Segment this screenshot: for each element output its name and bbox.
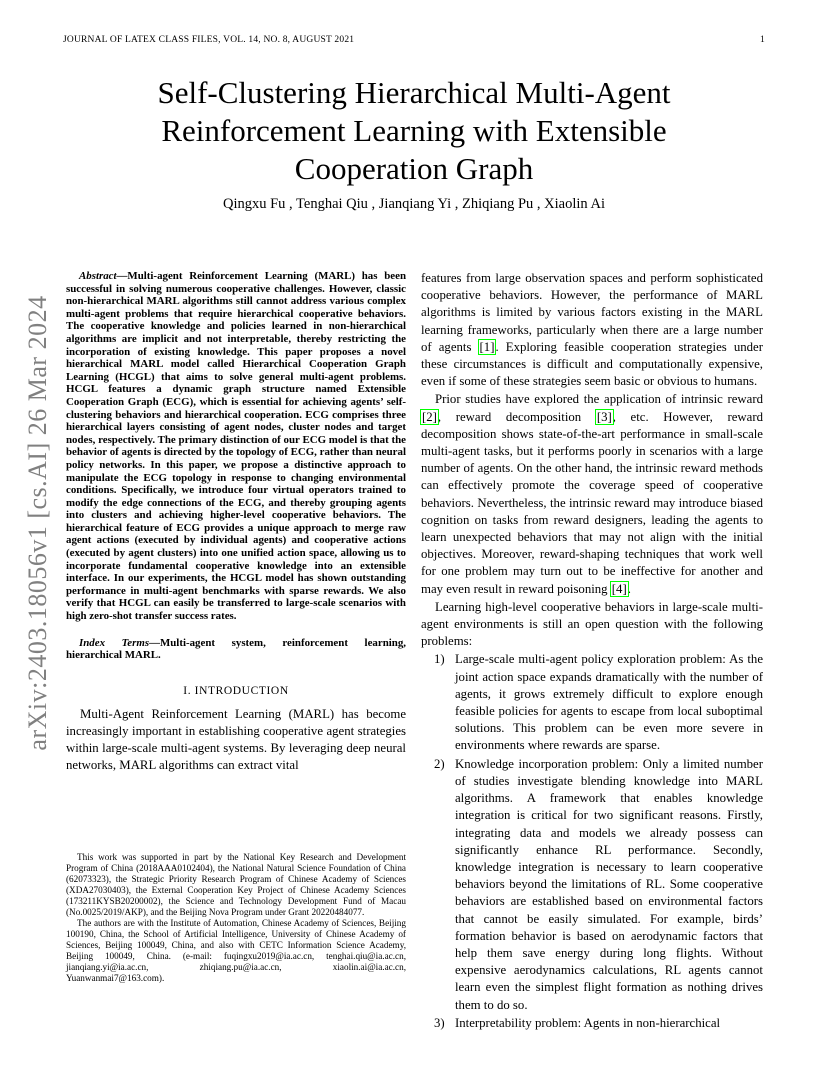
list-item [421,1015,763,1032]
journal-name: JOURNAL OF LATEX CLASS FILES, VOL. 14, NO. 8, AUGUST 2021 [63,35,355,45]
list-number: 2) [434,756,445,771]
intro-paragraph: Multi-Agent Reinforcement Learning (MARL) has become increasingly important in establishing cooperative agent strategies within large-scale multi-agent systems. By leveraging deep neural networks, MARL algorithms can extract vital [66,706,406,773]
paragraph-1-text-b: . Exploring feasible cooperation strategies under these circumstances is difficult and computationally expensive, even if some of these strategies seem basic or obvious to humans. [421,339,763,389]
citation-link-1[interactable]: [1] [479,339,495,354]
title-line-1: Self-Clustering Hierarchical Multi-Agent [157,75,671,110]
section-heading-introduction: I. INTRODUCTION [183,684,289,697]
list-item-text: Large-scale multi-agent policy exploration problem: As the joint action space expands dramatically with the number of agents, it grows extremely difficult to explore enough feasible policies for agents to escape from local suboptimal solutions. This problem can be even more severe in environments where rewards are sparse. [455,652,763,753]
paragraph-1 [421,270,763,390]
author-list: Qingxu Fu , Tenghai Qiu , Jianqiang Yi , Zhiqiang Pu , Xiaolin Ai [222,196,605,212]
footnote-affiliations: The authors are with the Institute of Automation, Chinese Academy of Sciences, Beijing 100190, China, the School of Artificial Intelligence, University of Chinese Academy of Sciences, Beijing 100049, China, and also with CETC Information Science Academy, Beijing 100049, China. (e-mail: fuqingxu2019@ia.ac.cn, tenghai.qiu@ia.ac.cn, jianqiang.yi@ia.ac.cn, zhiqiang.pu@ia.ac.cn, xiaolin.ai@ia.ac.cn, Yuanwanmai7@163.com). [66,918,406,983]
paper-title [80,74,748,188]
citation-link-4[interactable]: [4] [611,581,627,596]
list-item [421,756,763,1014]
right-column [421,270,763,1033]
paragraph-2-text-c: , etc. However, reward decomposition shows state-of-the-art performance in small-scale multi-agent tasks, but it performs poorly in scenarios with a large number of agents. On the other hand, the intrinsic reward methods can effectively promote the coverage speed of cooperative behaviors. Nevertheless, the intrinsic reward may introduce biased cognition on tasks from reward designers, leading the agents to learn unexpected behaviors that may not align with the initial objectives. Moreover, reward-shaping techniques that work well for one problem may turn out to be ineffective for another and may even result in reward poisoning [421,409,763,596]
problem-list [421,651,763,1031]
footnotes [66,852,406,984]
abstract-text: —Multi-agent Reinforcement Learning (MARL) has been successful in solving numerous cooperative challenges. However, classic non-hierarchical MARL algorithms still cannot address various complex multi-agent problems that require hierarchical cooperative behaviors. The cooperative knowledge and policies learned in non-hierarchical algorithms are implicit and not interpretable, thereby restricting the incorporation of existing knowledge. This paper proposes a novel hierarchical MARL model called Hierarchical Cooperation Graph Learning (HCGL) that aims to solve general multi-agent problems. HCGL features a dynamic graph structure named Extensible Cooperation Graph (ECG), which is essential for achieving agents’ self-clustering behaviors and hierarchical cooperation. ECG comprises three hierarchical layers consisting of agent nodes, cluster nodes and target nodes, respectively. The primary distinction of our ECG model is that the behavior of agents is directed by the topology of ECG, rather than neural policy networks. In this paper, we propose a distinctive approach to manipulate the ECG topology in response to changing environmental conditions. Specifically, we introduce four virtual operators trained to modify the edge connections of the ECG, and thereby grouping agents into clusters and achieving higher-level cooperative behaviors. The hierarchical feature of ECG provides a unique approach to merge raw agent actions (executed by individual agents) and cooperative actions (executed by agent clusters) into one unified action space, allowing us to incorporate fundamental cooperative knowledge into an extensible interface. In our experiments, the HCGL model has shown outstanding performance in multi-agent benchmarks with sparse rewards. We also verify that HCGL can easily be transferred to large-scale scenarios with high zero-shot transfer success rates. [66,270,406,623]
abstract-label: Abstract [79,270,117,282]
abstract [66,270,406,623]
page-number: 1 [760,35,765,45]
list-number: 1) [434,652,445,667]
list-item-text: Knowledge incorporation problem: Only a limited number of studies investigate blending knowledge into MARL algorithms. A framework that enables knowledge integration is critical for two significant reasons. Firstly, integrating data and models we already possess can significantly enhance RL performance. Secondly, knowledge integration is necessary to learn cooperative behaviors beyond the limitations of RL. Some cooperative behaviors are established based on environmental factors that cannot be easily simulated. For example, birds’ formation behavior is based on aerodynamic factors that help them save energy during long flights. Without expensive aerodynamics calculations, RL agents cannot learn even the simplest flight formation as nothing drives them to do so. [455,756,763,1012]
list-number: 3) [434,1015,445,1030]
citation-link-3[interactable]: [3] [596,409,612,424]
footnote-funding: This work was supported in part by the National Key Research and Development Program of China (2018AAA0102404), the National Natural Science Foundation of China (62073323), the Strategic Priority Research Program of Chinese Academy of Sciences (XDA27030403), the External Cooperation Key Project of Chinese Academy Sciences (173211KYSB20200002), the Science and Technology Development Fund of Macau (No.0025/2019/AKP), and the Beijing Nova Program under Grant 20220484077. [66,852,406,917]
paragraph-3: Learning high-level cooperative behaviors in large-scale multi-agent environments is still an open question with the following problems: [421,599,763,649]
title-line-3: Cooperation Graph [294,151,534,186]
paragraph-2-text-b: , reward decomposition [437,409,596,424]
index-terms-label: Index Terms [79,636,150,649]
arxiv-stamp [18,288,58,758]
paragraph-2 [421,391,763,597]
paragraph-2-text-a: Prior studies have explored the application of intrinsic reward [435,392,763,407]
index-terms [66,637,406,662]
paragraph-2-text-d: . [627,581,631,596]
title-line-2: Reinforcement Learning with Extensible [161,113,667,148]
list-item [421,651,763,754]
citation-link-2[interactable]: [2] [422,409,437,424]
paragraph-1-text-a: features from large observation spaces and perform sophisticated cooperative behaviors. However, the performance of MARL algorithms is limited by various factors existing in the MARL learning frameworks, particularly when there are a large number of agents [421,271,763,354]
list-item-text: Interpretability problem: Agents in non-hierarchical [455,1015,721,1030]
index-terms-text: —Multi-agent system, reinforcement learning, hierarchical MARL. [66,636,406,662]
left-column [66,270,406,775]
arxiv-stamp-text: arXiv:2403.18056v1 [cs.AI] 26 Mar 2024 [23,295,52,751]
